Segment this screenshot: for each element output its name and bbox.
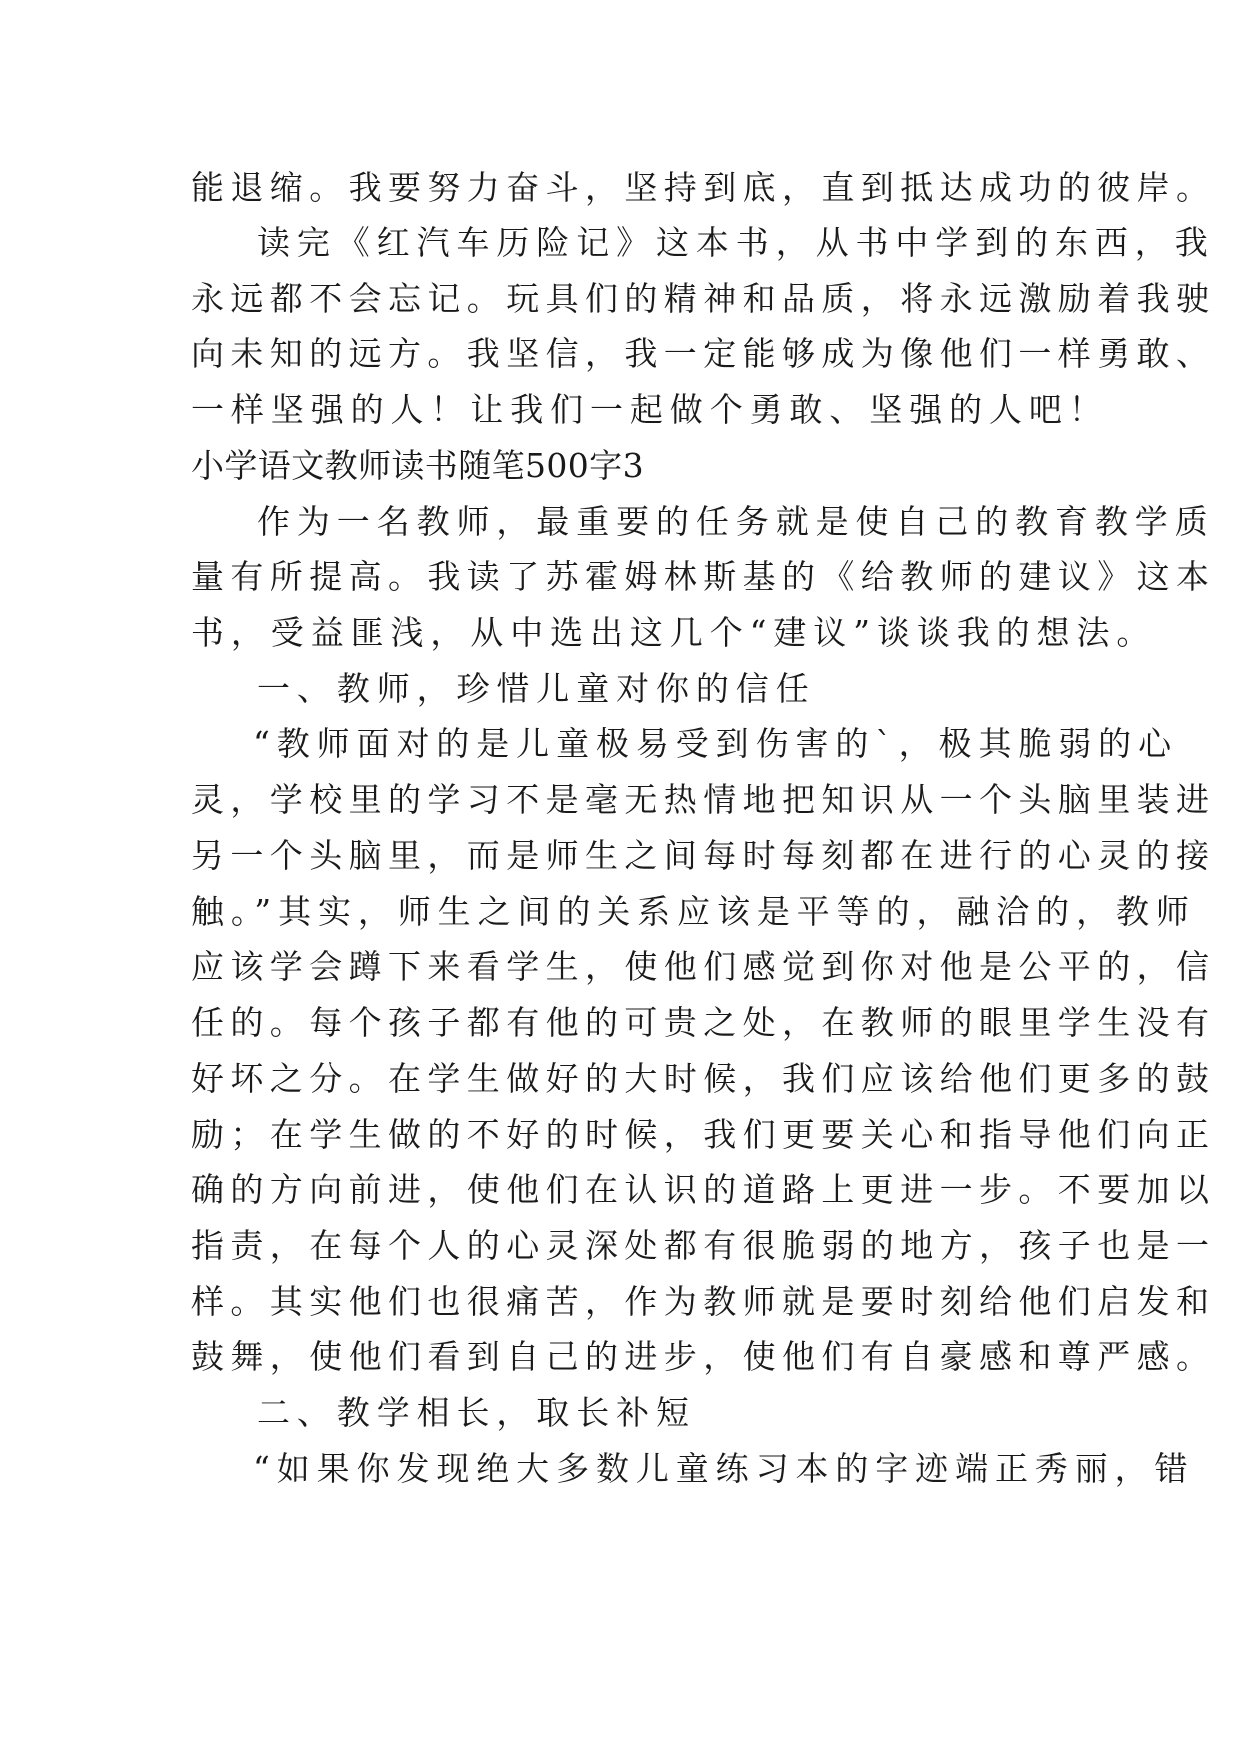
text-line: 触。”其实，师生之间的关系应该是平等的，融洽的，教师 bbox=[191, 892, 1196, 931]
text-line: 向未知的远方。我坚信，我一定能够成为像他们一样勇敢、 bbox=[191, 334, 1216, 373]
paragraph-line: “如果你发现绝大多数儿童练习本的字迹端正秀丽，错 bbox=[253, 1449, 1195, 1488]
text-line: 一样坚强的人！让我们一起做个勇敢、坚强的人吧！ bbox=[191, 390, 1109, 429]
text-line: 指责，在每个人的心灵深处都有很脆弱的地方，孩子也是一 bbox=[191, 1226, 1216, 1265]
text-line: 能退缩。我要努力奋斗，坚持到底，直到抵达成功的彼岸。 bbox=[191, 168, 1216, 207]
text-line: 励；在学生做的不好的时候，我们更要关心和指导他们向正 bbox=[191, 1115, 1216, 1154]
paragraph-line: “教师面对的是儿童极易受到伤害的`，极其脆弱的心 bbox=[253, 724, 1178, 763]
text-line: 任的。每个孩子都有他的可贵之处，在教师的眼里学生没有 bbox=[191, 1003, 1216, 1042]
text-line: 确的方向前进，使他们在认识的道路上更进一步。不要加以 bbox=[191, 1170, 1216, 1209]
text-line: 灵，学校里的学习不是毫无热情地把知识从一个头脑里装进 bbox=[191, 780, 1216, 819]
text-line: 鼓舞，使他们看到自己的进步，使他们有自豪感和尊严感。 bbox=[191, 1337, 1216, 1376]
subheading: 一、教师，珍惜儿童对你的信任 bbox=[257, 669, 816, 708]
text-line: 量有所提高。我读了苏霍姆林斯基的《给教师的建议》这本 bbox=[191, 557, 1216, 596]
text-line: 样。其实他们也很痛苦，作为教师就是要时刻给他们启发和 bbox=[191, 1282, 1216, 1321]
section-heading: 小学语文教师读书随笔500字3 bbox=[191, 446, 644, 485]
text-line: 另一个头脑里，而是师生之间每时每刻都在进行的心灵的接 bbox=[191, 836, 1216, 875]
text-line: 应该学会蹲下来看学生，使他们感觉到你对他是公平的，信 bbox=[191, 947, 1216, 986]
text-line: 永远都不会忘记。玩具们的精神和品质，将永远激励着我驶 bbox=[191, 279, 1216, 318]
text-line: 好坏之分。在学生做好的大时候，我们应该给他们更多的鼓 bbox=[191, 1059, 1216, 1098]
paragraph-line: 读完《红汽车历险记》这本书，从书中学到的东西，我 bbox=[257, 223, 1215, 262]
subheading: 二、教学相长，取长补短 bbox=[257, 1393, 696, 1432]
paragraph-line: 作为一名教师，最重要的任务就是使自己的教育教学质 bbox=[257, 502, 1215, 541]
text-line: 书，受益匪浅，从中选出这几个“建议”谈谈我的想法。 bbox=[191, 613, 1157, 652]
